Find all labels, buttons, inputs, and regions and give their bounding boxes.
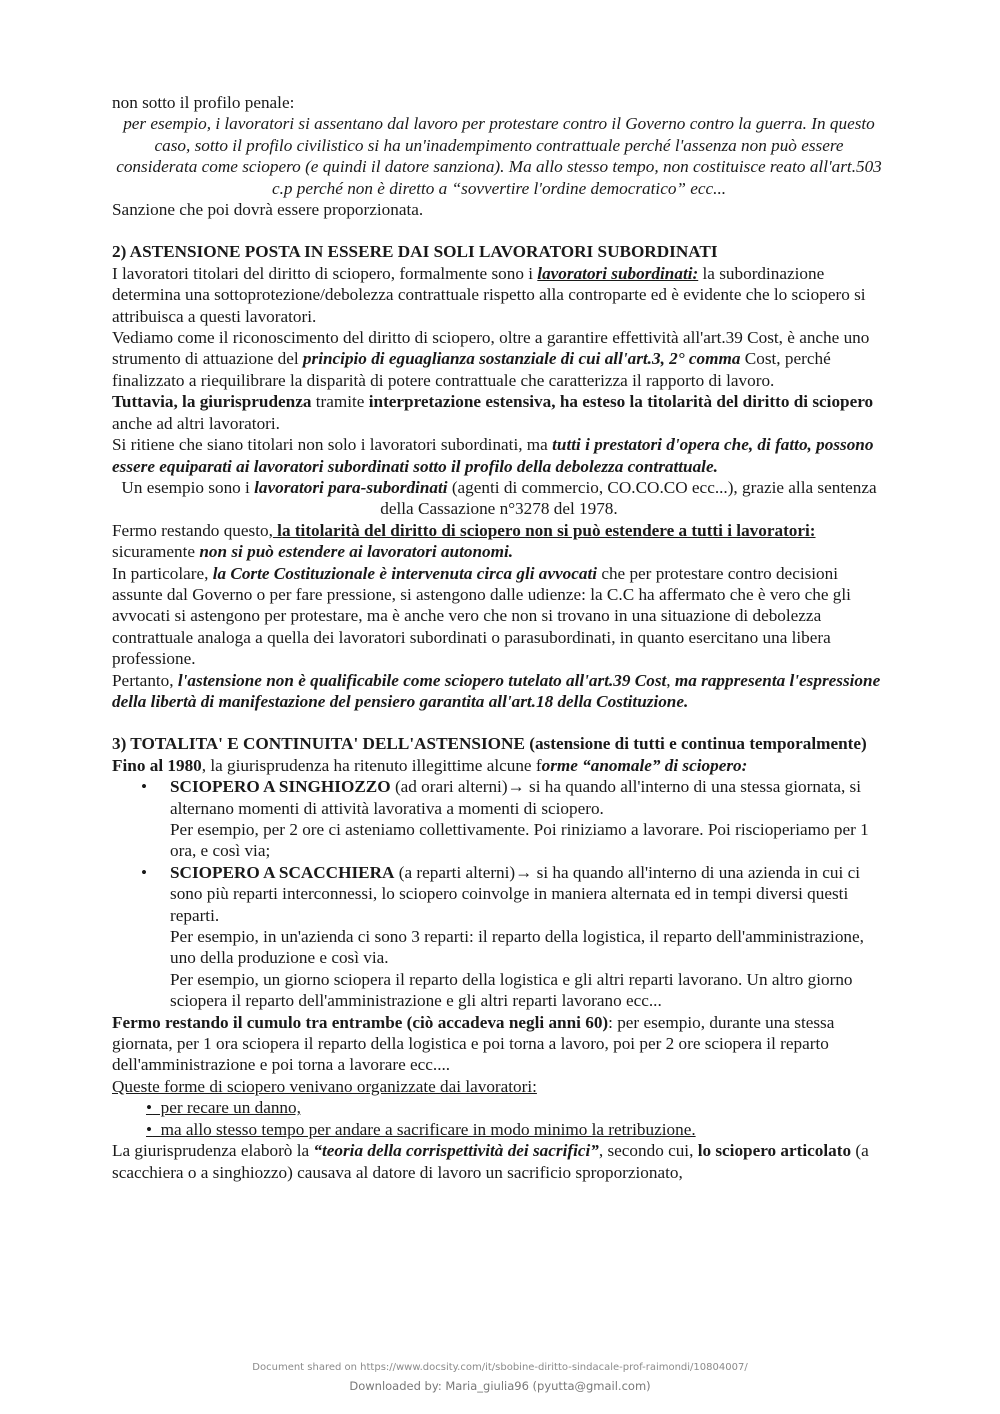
strike-forms-list (112, 776, 886, 1011)
paragraph: Tuttavia, la giurisprudenza tramite interpretazione estensiva, ha esteso la titolarità del diritto di sciopero anche ad altri lavoratori. (112, 392, 874, 433)
paragraph: Fermo restando questo, la titolarità del diritto di sciopero non si può estendere a tutti i lavoratori: sicuramente non si può estendere ai lavoratori autonomi. (112, 520, 816, 562)
paragraph: Fermo restando il cumulo tra entrambe (ciò accadeva negli anni 60): per esempio, durante una stessa giornata, per 1 ora sciopera il reparto della logistica e poi torna a lavoro, poi per 2 ore sciopera il reparto dell'amministrazione e poi torna a lavorare ecc.... (112, 1012, 835, 1075)
paragraph: La giurisprudenza elaborò la “teoria della corrispettività dei sacrifici”, secondo cui, lo sciopero articolato (a scacchiera o a singhiozzo) causava al datore di lavoro un sacrificio sproporzionato, (112, 1141, 869, 1182)
bullet-icon: • (146, 1119, 153, 1139)
section-heading-2: 2) ASTENSIONE POSTA IN ESSERE DAI SOLI LAVORATORI SUBORDINATI (112, 242, 718, 262)
document-page (112, 92, 886, 1183)
paragraph: Queste forme di sciopero venivano organizzate dai lavoratori: (112, 1076, 537, 1096)
paragraph: Pertanto, l'astensione non è qualificabile come sciopero tutelato all'art.39 Cost, ma rappresenta l'espressione della libertà di manifestazione del pensiero garantita all'art.18 della Costituzione. (112, 670, 881, 711)
list-item: • ma allo stesso tempo per andare a sacrificare in modo minimo la retribuzione. (146, 1119, 696, 1139)
list-item: • SCIOPERO A SCACCHIERA (a reparti alterni)→ si ha quando all'interno di una azienda in cui ci sono più reparti interconnessi, lo sciopero coinvolge in maniera alternata ed in tempi diversi questi reparti. Per esempio, in un'azienda ci sono 3 reparti: il reparto della logistica, il reparto dell'amministrazione, uno della produzione e così via. Per esempio, un giorno sciopera il reparto della logistica e gli altri reparti lavorano. Un altro giorno sciopera il reparto dell'amministrazione e gli altri reparti lavorano ecc... (141, 862, 864, 1011)
arrow-icon: → (507, 777, 525, 797)
example-paragraph: per esempio, i lavoratori si assentano dal lavoro per protestare contro il Governo contro la guerra. In questo caso, sotto il profilo civilistico si ha un'inadempimento contrattuale perché l'assenza non può essere considerata come sciopero (e quindi il datore sanziona). Ma allo stesso tempo, non costituisce reato all'art.503 c.p perché non è diretto a “sovvertire l'ordine democratico” ecc... (116, 114, 882, 198)
section-heading-3: 3) TOTALITA' E CONTINUITA' DELL'ASTENSIONE (astensione di tutti e continua temporalmente) (112, 734, 867, 754)
list-item: • per recare un danno, (146, 1098, 301, 1118)
paragraph: non sotto il profilo penale: (112, 93, 295, 112)
footer-downloaded-by: Downloaded by: Maria_giulia96 (pyutta@gmail.com) (349, 1379, 651, 1393)
bullet-icon: • (141, 862, 148, 882)
paragraph: Fino al 1980, la giurisprudenza ha ritenuto illegittime alcune forme “anomale” di sciopero: (112, 755, 748, 775)
paragraph: In particolare, la Corte Costituzionale è intervenuta circa gli avvocati che per protestare contro decisioni assunte dal Governo o per fare pressione, si astengono dalle udienze: la C.C ha affermato che è vero che gli avvocati si astengono per protestare, ma è anche vero che non si trovano in una situazione di debolezza contrattuale analoga a quella dei lavoratori subordinati o parasubordinati, in quanto esercitano una libera professione. (112, 563, 851, 669)
bullet-icon: • (141, 777, 148, 797)
bullet-icon: • (146, 1098, 153, 1118)
paragraph: Sanzione che poi dovrà essere proporzionata. (112, 200, 424, 220)
paragraph: I lavoratori titolari del diritto di sciopero, formalmente sono i lavoratori subordinati: la subordinazione determina una sottoprotezione/debolezza contrattuale rispetto alla controparte ed è evidente che lo sciopero si attribuisca a questi lavoratori. (112, 263, 866, 326)
list-item: • SCIOPERO A SINGHIOZZO (ad orari alterni)→ si ha quando all'interno di una stessa giornata, si alternano momenti di attività lavorativa a momenti di sciopero. Per esempio, per 2 ore ci asteniamo collettivamente. Poi riniziamo a lavorare. Poi riscioperiamo per 1 ora, e così via; (141, 777, 869, 861)
purpose-list (112, 1097, 886, 1140)
arrow-icon: → (515, 862, 533, 882)
footer-shared-link[interactable]: Document shared on https://www.docsity.com/it/sbobine-diritto-sindacale-prof-raimondi/10804007/ (252, 1362, 748, 1373)
paragraph: Si ritiene che siano titolari non solo i lavoratori subordinati, ma tutti i prestatori d'opera che, di fatto, possono essere equiparati ai lavoratori subordinati sotto il profilo della debolezza contrattuale. (112, 435, 874, 476)
paragraph: Vediamo come il riconoscimento del diritto di sciopero, oltre a garantire effettività all'art.39 Cost, è anche uno strumento di attuazione del principio di eguaglianza sostanziale di cui all'art.3, 2° comma Cost, perché finalizzato a riequilibrare la disparità di potere contrattuale che caratterizza il rapporto di lavoro. (112, 328, 870, 390)
example-paragraph: Un esempio sono i lavoratori para-subordinati (agenti di commercio, CO.CO.CO ecc...), grazie alla sentenza della Cassazione n°3278 del 1978. (121, 477, 877, 519)
